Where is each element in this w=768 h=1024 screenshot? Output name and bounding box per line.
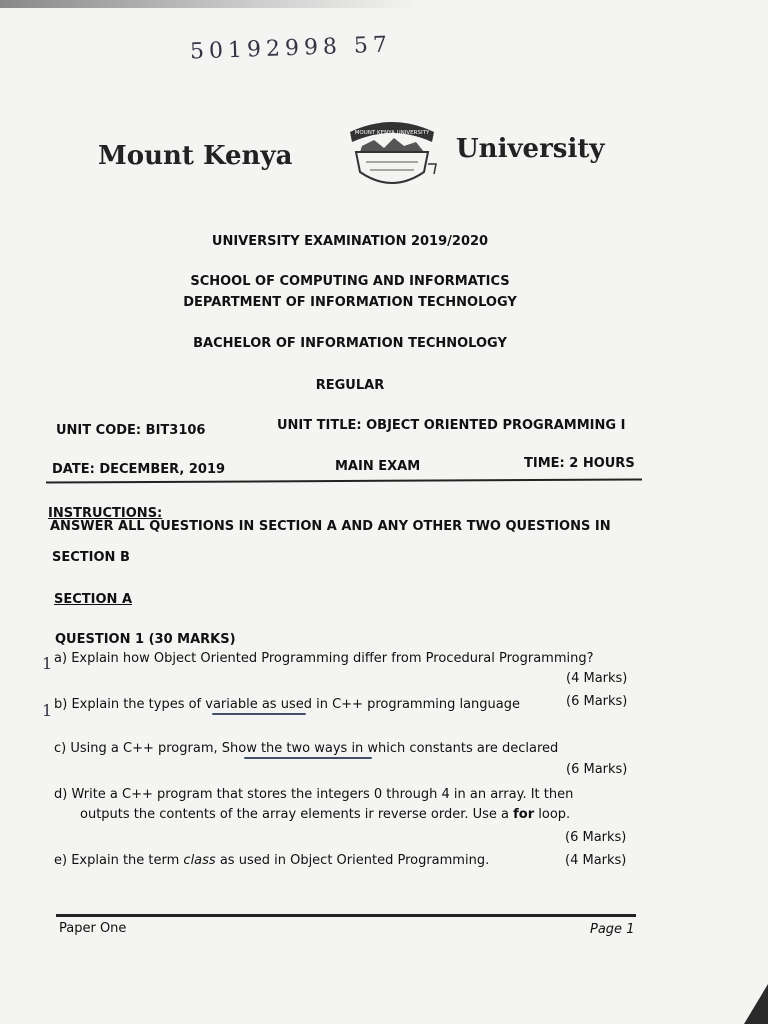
- question-d-line-2: [80, 807, 570, 822]
- question-c-label: c): [54, 741, 67, 756]
- unit-code: UNIT CODE: BIT3106: [56, 423, 206, 438]
- question-b-marks: (6 Marks): [566, 694, 628, 709]
- university-name-left: Mount Kenya: [98, 141, 293, 171]
- footer-page: Page 1: [590, 922, 635, 937]
- section-heading: SECTION A: [54, 592, 133, 607]
- question-c-text-pre: Using a C++ program,: [70, 741, 222, 756]
- question-b-label: b): [54, 697, 68, 712]
- footer-paper: Paper One: [59, 921, 127, 936]
- pen-underline-b: [212, 713, 306, 715]
- university-logo: [344, 112, 440, 198]
- question-e-text-post: as used in Object Oriented Programming.: [215, 853, 490, 868]
- footer-divider: [56, 914, 636, 917]
- instructions-heading: INSTRUCTIONS:: [48, 506, 163, 521]
- question-b: [54, 697, 520, 712]
- scan-edge-shadow: [0, 0, 420, 8]
- question-c-text-post: in which constants are declared: [347, 741, 559, 756]
- question-c-marks: (6 Marks): [566, 762, 628, 777]
- question-c: [54, 741, 558, 756]
- question-e-marks: (4 Marks): [565, 853, 627, 868]
- question-d-marks: (6 Marks): [565, 830, 627, 845]
- header-divider: [46, 478, 642, 483]
- question-1-title: QUESTION 1 (30 MARKS): [55, 632, 236, 647]
- exam-title: UNIVERSITY EXAMINATION 2019/2020: [211, 234, 489, 249]
- exam-type: MAIN EXAM: [335, 459, 421, 474]
- question-d-line-2-post: loop.: [534, 807, 571, 822]
- instructions-line-1: ANSWER ALL QUESTIONS IN SECTION A AND ANY OTHER TWO QUESTIONS IN: [50, 519, 611, 534]
- question-e-text-em: class: [183, 853, 216, 868]
- question-a-label: a): [54, 651, 68, 666]
- question-b-text-post: sed in C++ programming language: [288, 697, 521, 712]
- scan-corner-shadow: [744, 984, 768, 1024]
- pen-underline-c: [244, 757, 372, 759]
- hand-tick-b: 1: [42, 701, 53, 720]
- question-d-line-2-bold: for: [513, 807, 535, 822]
- question-d-line-1: Write a C++ program that stores the integers 0 through 4 in an array. It then: [71, 787, 574, 802]
- question-a: [54, 651, 594, 666]
- university-name-right: University: [456, 134, 605, 164]
- exam-date: DATE: DECEMBER, 2019: [52, 462, 226, 477]
- instructions-line-2: SECTION B: [52, 550, 130, 565]
- question-b-text-underlined: variable as u: [205, 697, 289, 712]
- question-a-marks: (4 Marks): [566, 671, 628, 686]
- handwritten-number: 50192998 57: [189, 32, 393, 65]
- question-e: [54, 853, 489, 868]
- question-e-label: e): [54, 853, 68, 868]
- question-d-label: d): [54, 787, 68, 802]
- department-name: DEPARTMENT OF INFORMATION TECHNOLOGY: [183, 295, 517, 310]
- exam-duration: TIME: 2 HOURS: [524, 456, 635, 471]
- question-d-line-2-pre: outputs the contents of the array elements ir reverse order. Use a: [80, 807, 514, 822]
- question-c-text-underlined: Show the two ways: [221, 741, 348, 756]
- question-d: [54, 787, 573, 802]
- school-name: SCHOOL OF COMPUTING AND INFORMATICS: [190, 274, 510, 289]
- question-e-text-pre: Explain the term: [71, 853, 184, 868]
- programme-name: BACHELOR OF INFORMATION TECHNOLOGY: [193, 336, 507, 351]
- logo-banner-text: MOUNT KENYA UNIVERSITY: [354, 130, 430, 136]
- question-a-text: Explain how Object Oriented Programming differ from Procedural Programming?: [71, 651, 594, 666]
- question-b-text-pre: Explain the types of: [71, 697, 206, 712]
- study-mode: REGULAR: [315, 378, 385, 393]
- unit-title: UNIT TITLE: OBJECT ORIENTED PROGRAMMING I: [277, 418, 626, 433]
- hand-tick-a: 1: [42, 654, 53, 673]
